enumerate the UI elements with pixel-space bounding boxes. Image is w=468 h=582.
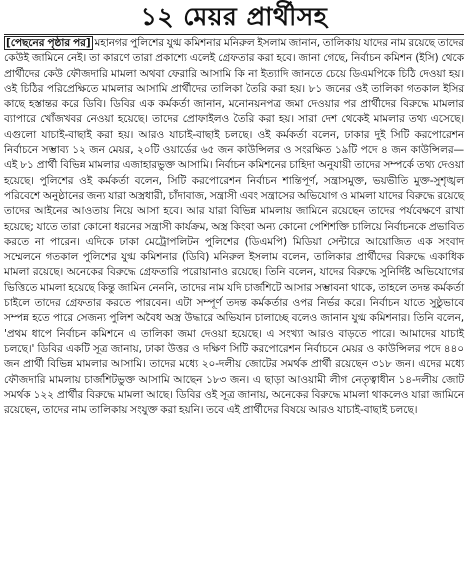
headline-divider — [4, 34, 464, 35]
article-body-text: মহানগর পুলিশের যুগ্ম কমিশনার মনিরুল ইসলাম জানান, তালিকায় যাদের নাম রয়েছে তাদের কেউই জামিনে নেই। তা কারণে তারা প্রকাশ্যে এলেই গ্রেফতার করা হবে। জানা গেছে, নির্বাচন কমিশন (ইসি) থেকে প্রার্থীদের কেউ ফৌজদারি মামলা অথবা ফেরারি আসামি কি না ইত্যাদি জানতে চেয়ে ডিএমপিকে চিঠি দেওয়া হয়। ওই চিঠির পরিপ্রেক্ষিতে মামলার আসামি প্রার্থীদের তালিকা তৈরি করা হয়। ৮১ জনের ওই তালিকা গতকাল ইসির কাছে হস্তান্তর করে ডিবি। ডিবির এক কর্মকর্তা জানান, মনোনয়নপত্র জমা দেওয়ার পর প্রার্থীদের বিরুদ্ধে মামলার ব্যাপারে খোঁজখবর নেওয়া হয়েছে। তাদের প্রোফাইলও তৈরি করা হয়। সারা দেশ থেকেই মামলার তথ্য এসেছে। এগুলো যাচাই-বাছাই করা হয়। আরও যাচাই-বাছাই চলছে। ওই কর্মকর্তা বলেন, ঢাকার দুই সিটি করপোরেশন নির্বাচনে সম্ভাব্য ১২ জন মেয়র, ২০টি ওয়ার্ডের ৬৫ জন কাউন্সিলর ও সংরক্ষিত ১৯টি পদে ৪ জন কাউন্সিলর— এই ৮১ প্রার্থী বিভিন্ন মামলার এজাহারভুক্ত আসামি। নির্বাচন কমিশনের চাহিদা অনুযায়ী তাদের সম্পর্কে তথ্য দেওয়া হয়েছে। পুলিশের ওই কর্মকর্তা বলেন, সিটি করপোরেশন নির্বাচন শান্তিপূর্ণ, সন্ত্রাসমুক্ত, ভয়ভীতি মুক্ত-সুশৃঙ্খল পরিবেশে অনুষ্ঠানের জন্য যারা অস্ত্রধারী, চাঁদাবাজ, সন্ত্রাসী এবং সন্ত্রাসের অভিযোগ ও মামলা যাদের বিরুদ্ধে রয়েছে তাদের আইনের আওতায় নিয়ে আসা হবে। আর যারা বিভিন্ন মামলায় জামিনে রয়েছেন তাদের পর্যবেক্ষণে রাখা হয়েছে; যাতে তারা কোনো ধরনের সন্ত্রাসী কার্যক্রম, অস্ত্র কিংবা অন্য কোনো পেশিশক্তি চালিয়ে নির্বাচনকে প্রভাবিত করতে না পারেন। এদিকে ঢাকা মেট্রোপলিটন পুলিশের (ডিএমপি) মিডিয়া সেন্টারে আয়োজিত এক সংবাদ সম্মেলনে গতকাল পুলিশের যুগ্ম কমিশনার (ডিবি) মনিরুল ইসলাম বলেন, তালিকার প্রার্থীদের বিরুদ্ধে একাধিক মামলা রয়েছে। অনেকের বিরুদ্ধে গ্রেফতারি পরোয়ানাও রয়েছে। তিনি বলেন, যাদের বিরুদ্ধে সুনির্দিষ্ট অভিযোগের ভিত্তিতে মামলা হয়েছে কিন্তু জামিন নেননি, তাদের নাম যদি চার্জশিটে আসার সম্ভাবনা থাকে, তাহলে তদন্ত কর্মকর্তা চাইলে তাদের গ্রেফতার করতে পারবেন। এটা সম্পূর্ণ তদন্ত কর্মকর্তার ওপর নির্ভর করে। নির্বাচন যাতে সুষ্ঠুভাবে সম্পন্ন হতে পারে সেজন্য পুলিশ অবৈধ অস্ত্র উদ্ধারে অভিযান চালাচ্ছে বলেও জানান যুগ্ম কমিশনার। তিনি বলেন, 'প্রথম ধাপে নির্বাচন কমিশনে এ তালিকা জমা দেওয়া হয়েছে। এ সংখ্যা আরও বাড়তে পারে। আমাদের যাচাই চলছে।' ডিবির একটি সূত্র জানায়, ঢাকা উত্তর ও দক্ষিণ সিটি করপোরেশন নির্বাচনে মেয়র ও কাউন্সিলর পদে ৪৪০ জন প্রার্থী বিভিন্ন মামলার আসামি। তাদের মধ্যে ২০-দলীয় জোটের সমর্থক প্রার্থী রয়েছেন ৩১৮ জন। এদের মধ্যে ফৌজদারি মামলায় চার্জশিটভুক্ত আসামি আছেন ১৮৩ জন। এ ছাড়া আওয়ামী লীগ নেতৃত্বাধীন ১৪-দলীয় জোট সমর্থক ১২২ প্রার্থীর বিরুদ্ধে মামলা আছে। ডিবির ওই সূত্র জানায়, অনেকের বিরুদ্ধে মামলা থাকলেও যারা জামিনে রয়েছেন, তাদের নাম তালিকায় সংযুক্ত করা হয়নি। তবে এই প্রার্থীদের বিষয়ে আরও যাচাই-বাছাই চলছে। — [4, 37, 464, 417]
article-body — [4, 36, 464, 418]
article-headline: ১২ মেয়র প্রার্থীসহ — [140, 2, 328, 31]
continued-from-label: [পেছনের পৃষ্ঠার পর] — [6, 37, 91, 49]
